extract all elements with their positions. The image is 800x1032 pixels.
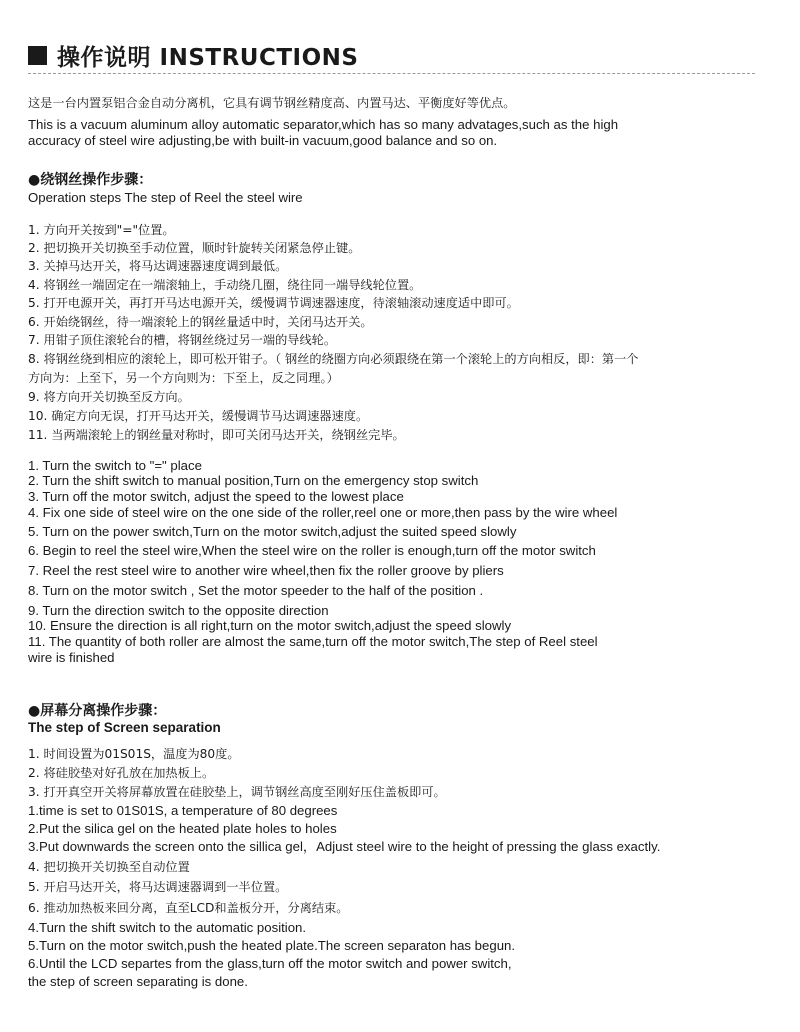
section-subheading-screen: The step of Screen separation xyxy=(28,720,221,735)
step-cn: 2. 将硅胶垫对好孔放在加热板上。 xyxy=(28,766,215,780)
step-cn: 2. 把切换开关切换至手动位置，顺时针旋转关闭紧急停止键。 xyxy=(28,241,361,255)
step-en: 4.Turn the shift switch to the automatic position. xyxy=(28,920,307,935)
step-cn: 1. 时间设置为01S01S，温度为80度。 xyxy=(28,747,240,761)
page-header xyxy=(28,40,358,70)
step-en: 6.Until the LCD separtes from the glass,turn off the motor switch and power switch, xyxy=(28,956,512,971)
intro-en-line: This is a vacuum aluminum alloy automatic separator,which has so many advatages,such as the high xyxy=(28,117,619,132)
step-en: 5.Turn on the motor switch,push the heated plate.The screen separaton has begun. xyxy=(28,938,516,953)
page-title: 操作说明 INSTRUCTIONS xyxy=(57,44,359,71)
step-cn: 6. 开始绕钢丝，待一端滚轮上的钢丝量适中时，关闭马达开关。 xyxy=(28,315,373,329)
step-cn: 11. 当两端滚轮上的钢丝量对称时，即可关闭马达开关，绕钢丝完毕。 xyxy=(28,428,405,442)
step-cn: 6. 推动加热板来回分离，直至LCD和盖板分开，分离结束。 xyxy=(28,901,349,915)
step-cn: 4. 将钢丝一端固定在一端滚轴上，手动绕几圈，绕往同一端导线轮位置。 xyxy=(28,278,422,292)
step-en: 1.time is set to 01S01S, a temperature of 80 degrees xyxy=(28,803,338,818)
step-cn: 5. 开启马达开关，将马达调速器调到一半位置。 xyxy=(28,880,288,894)
step-cn: 9. 将方向开关切换至反方向。 xyxy=(28,390,190,404)
step-en: 2.Put the silica gel on the heated plate holes to holes xyxy=(28,821,337,836)
step-en: 3.Put downwards the screen onto the sillica gel，Adjust steel wire to the height of pressing the glass exactly. xyxy=(28,839,661,854)
section-subheading-reel: Operation steps The step of Reel the steel wire xyxy=(28,190,303,205)
step-cn: 3. 打开真空开关将屏幕放置在硅胶垫上，调节钢丝高度至刚好压住盖板即可。 xyxy=(28,785,446,799)
step-en: 6. Begin to reel the steel wire,When the steel wire on the roller is enough,turn off the motor switch xyxy=(28,543,596,558)
section-heading-reel: ●绕钢丝操作步骤： xyxy=(28,172,153,188)
step-en: 7. Reel the rest steel wire to another wire wheel,then fix the roller groove by pliers xyxy=(28,563,504,578)
step-en: 8. Turn on the motor switch , Set the motor speeder to the half of the position . xyxy=(28,583,484,598)
step-en: 1. Turn the switch to "=" place xyxy=(28,458,202,473)
intro-cn: 这是一台内置泵铝合金自动分离机，它具有调节钢丝精度高、内置马达、平衡度好等优点。 xyxy=(28,96,516,110)
step-en: 10. Ensure the direction is all right,turn on the motor switch,adjust the speed slowly xyxy=(28,618,512,633)
step-cn: 8. 将钢丝绕到相应的滚轮上，即可松开钳子。（ 钢丝的绕圈方向必须跟绕在第一个滚轮上的方向相反，即：第一个 xyxy=(28,352,639,366)
step-en: wire is finished xyxy=(28,650,115,665)
step-cn: 10. 确定方向无误，打开马达开关，缓慢调节马达调速器速度。 xyxy=(28,409,369,423)
step-cn: 1. 方向开关按到"="位置。 xyxy=(28,223,175,237)
step-cn: 3. 关掉马达开关，将马达调速器速度调到最低。 xyxy=(28,259,288,273)
intro-en-line: accuracy of steel wire adjusting,be with built-in vacuum,good balance and so on. xyxy=(28,133,498,148)
section-heading-screen: ●屏幕分离操作步骤： xyxy=(28,703,167,719)
square-bullet-icon xyxy=(28,46,47,65)
step-en: 11. The quantity of both roller are almost the same,turn off the motor switch,The step of Reel steel xyxy=(28,634,598,649)
step-cn: 5. 打开电源开关，再打开马达电源开关，缓慢调节调速器速度，待滚轴滚动速度适中即可。 xyxy=(28,296,519,310)
step-en: 2. Turn the shift switch to manual position,Turn on the emergency stop switch xyxy=(28,473,479,488)
step-en: 5. Turn on the power switch,Turn on the motor switch,adjust the suited speed slowly xyxy=(28,524,517,539)
step-cn: 7. 用钳子顶住滚轮台的槽，将钢丝绕过另一端的导线轮。 xyxy=(28,333,337,347)
step-cn: 方向为：上至下，另一个方向则为：下至上，反之同理。） xyxy=(28,371,339,385)
dashed-divider xyxy=(28,73,755,74)
step-en: 4. Fix one side of steel wire on the one side of the roller,reel one or more,then pass by the wire wheel xyxy=(28,505,618,520)
step-cn: 4. 把切换开关切换至自动位置 xyxy=(28,860,190,874)
step-en: the step of screen separating is done. xyxy=(28,974,248,989)
step-en: 9. Turn the direction switch to the opposite direction xyxy=(28,603,329,618)
step-en: 3. Turn off the motor switch, adjust the speed to the lowest place xyxy=(28,489,404,504)
